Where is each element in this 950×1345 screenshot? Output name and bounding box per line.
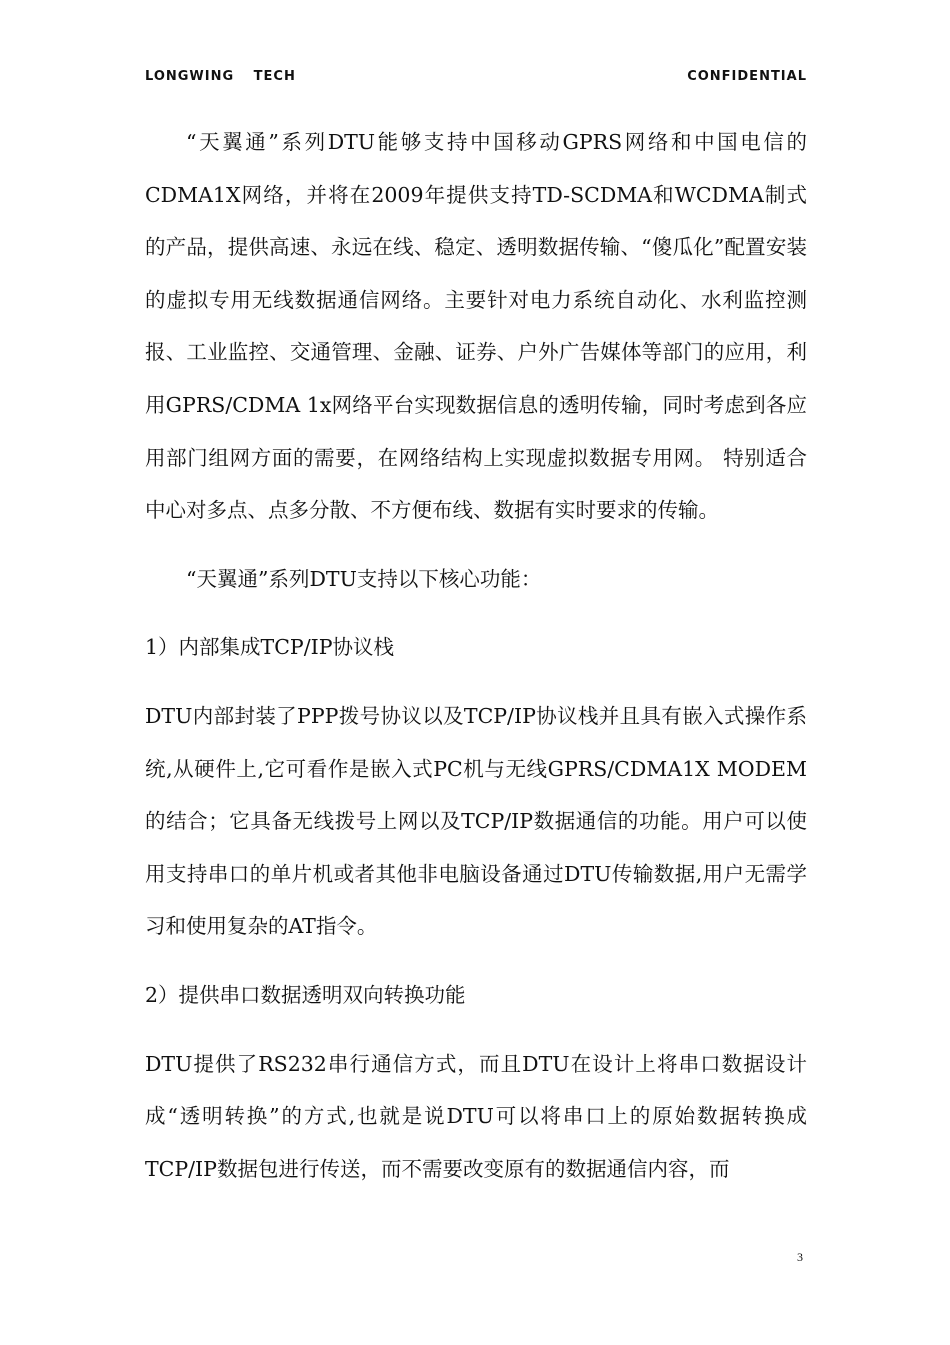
paragraph-feature-1: DTU内部封装了PPP拨号协议以及TCP/IP协议栈并且具有嵌入式操作系统,从硬件上,它可看作是嵌入式PC机与无线GPRS/CDMA1X MODEM的结合；它具备无线拨号上网以及TCP/IP数据通信的功能。用户可以使用支持串口的单片机或者其他非电脑设备通过DTU传输数据,用户无需学习和使用复杂的AT指令。 <box>145 703 807 939</box>
paragraph-core-functions: “天翼通”系列DTU支持以下核心功能： <box>186 566 542 591</box>
heading-feature-2: 2）提供串口数据透明双向转换功能 <box>145 982 466 1007</box>
paragraph-intro: “天翼通”系列DTU能够支持中国移动GPRS网络和中国电信的CDMA1X网络，并将在2009年提供支持TD-SCDMA和WCDMA制式的产品，提供高速、永远在线、稳定、透明数据传输、“傻瓜化”配置安装的虚拟专用无线数据通信网络。主要针对电力系统自动化、水利监控测报、工业监控、交通管理、金融、证券、户外广告媒体等部门的应用，利用GPRS/CDMA 1x网络平台实现数据信息的透明传输，同时考虑到各应用部门组网方面的需要，在网络结构上实现虚拟数据专用网。 特别适合中心对多点、点多分散、不方便布线、数据有实时要求的传输。 <box>145 130 807 523</box>
heading-feature-1: 1）内部集成TCP/IP协议栈 <box>145 635 394 660</box>
header-confidential: CONFIDENTIAL <box>687 69 807 84</box>
paragraph-feature-2: DTU提供了RS232串行通信方式，而且DTU在设计上将串口数据设计成“透明转换”的方式,也就是说DTU可以将串口上的原始数据转换成TCP/IP数据包进行传送，而不需要改变原有的数据通信内容，而 <box>145 1051 807 1181</box>
page-header <box>145 69 807 89</box>
header-company: LONGWING TECH <box>145 69 296 84</box>
page-number: 3 <box>797 1250 803 1264</box>
body-text <box>145 116 807 1195</box>
